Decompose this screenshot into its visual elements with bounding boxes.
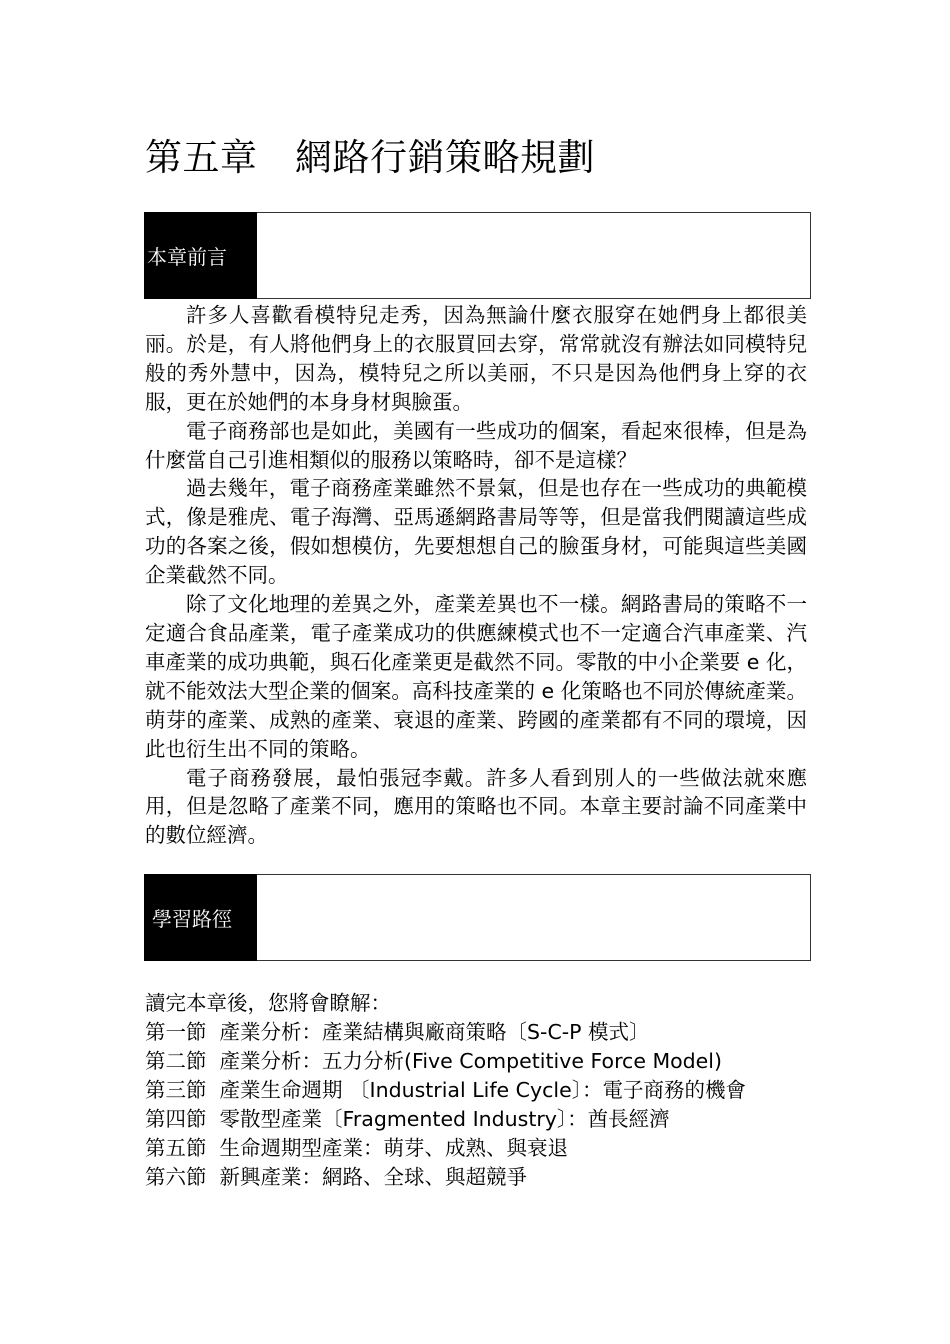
objective-item: 第一節 產業分析：產業結構與廠商策略〔S-C-P 模式〕: [145, 1020, 650, 1044]
intro-paragraph: 電子商務發展，最怕張冠李戴。許多人看到別人的一些做法就來應用，但是忽略了產業不同，應用的策略也不同。本章主要討論不同產業中的數位經濟。: [145, 765, 807, 848]
learning-objectives: [145, 989, 825, 1192]
objective-item: 第四節 零散型產業〔Fragmented Industry〕：酋長經濟: [145, 1107, 670, 1131]
learning-path-header-box: [144, 874, 811, 961]
objectives-lead: 讀完本章後，您將會瞭解：: [145, 991, 391, 1015]
objective-item: 第二節 產業分析：五力分析(Five Competitive Force Model): [145, 1049, 722, 1073]
intro-body: [145, 301, 807, 850]
intro-header-box: [144, 212, 811, 299]
objective-item: 第六節 新興產業：網路、全球、與超競爭: [145, 1165, 528, 1189]
intro-label: 本章前言: [144, 212, 257, 299]
intro-paragraph: 過去幾年，電子商務產業雖然不景氣，但是也存在一些成功的典範模式，像是雅虎、電子海灣、亞馬遜網路書局等等，但是當我們閱讀這些成功的各案之後，假如想模仿，先要想想自己的臉蛋身材，可能與這些美國企業截然不同。: [145, 476, 807, 588]
learning-path-label: 學習路徑: [144, 874, 257, 961]
objective-item: 第三節 產業生命週期 〔Industrial Life Cycle〕：電子商務的機會: [145, 1078, 746, 1102]
objective-item: 第五節 生命週期型產業：萌芽、成熟、與衰退: [145, 1136, 569, 1160]
intro-paragraph: 除了文化地理的差異之外，產業差異也不一樣。網路書局的策略不一定適合食品產業，電子產業成功的供應練模式也不一定適合汽車產業、汽車產業的成功典範，與石化產業更是截然不同。零散的中小企業要 e 化，就不能效法大型企業的個案。高科技產業的 e 化策略也不同於傳統產業。萌芽的產業、成熟的產業、衰退的產業、跨國的產業都有不同的環境，因此也衍生出不同的策略。: [145, 592, 807, 761]
intro-paragraph: 電子商務部也是如此，美國有一些成功的個案，看起來很棒，但是為什麼當自己引進相類似的服務以策略時，卻不是這樣？: [145, 418, 807, 472]
chapter-title: 第五章 網路行銷策略規劃: [145, 136, 595, 179]
intro-paragraph: 許多人喜歡看模特兒走秀，因為無論什麼衣服穿在她們身上都很美丽。於是，有人將他們身上的衣服買回去穿，常常就沒有辦法如同模特兒般的秀外慧中，因為，模特兒之所以美丽，不只是因為他們身上穿的衣服，更在於她們的本身身材與臉蛋。: [145, 303, 807, 414]
